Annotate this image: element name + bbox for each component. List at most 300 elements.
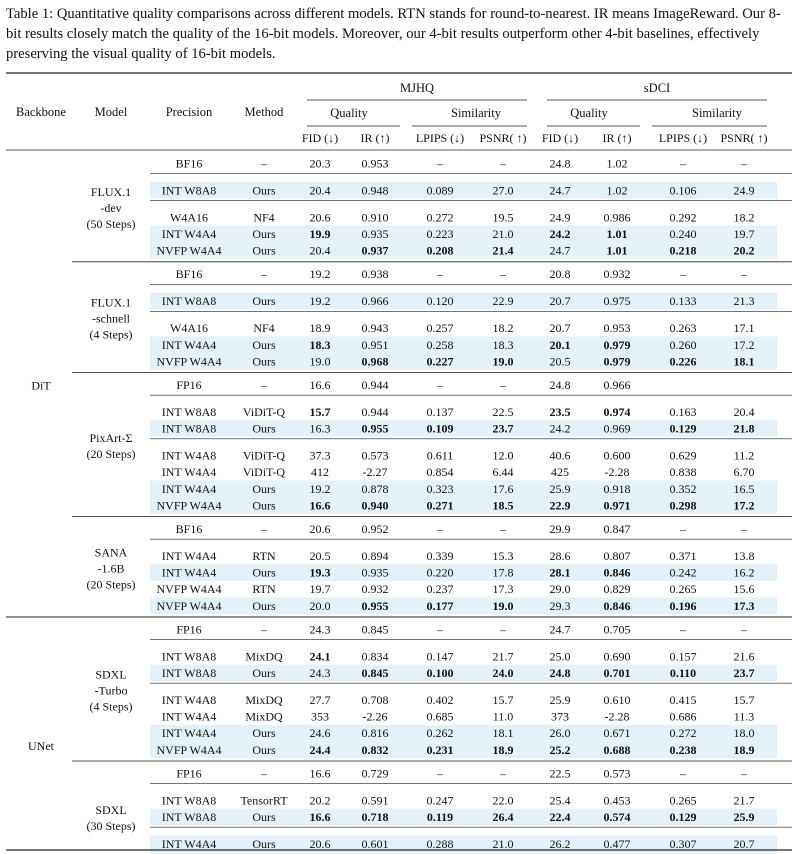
metric-cell: – — [680, 267, 686, 282]
precision-cell: NVFP W4A4 — [156, 354, 222, 369]
metric-cell: 0.477 — [603, 837, 631, 851]
metric-cell: 20.4 — [309, 243, 331, 258]
metric-cell: 0.298 — [669, 498, 697, 513]
precision-cell: NVFP W4A4 — [156, 598, 222, 613]
metric-cell: 0.940 — [361, 498, 389, 513]
metric-cell: 21.4 — [492, 243, 514, 258]
model-name: FLUX.1 — [90, 184, 132, 199]
metric-cell: 19.2 — [309, 267, 331, 282]
metric-cell: 6.70 — [733, 465, 755, 480]
metric-cell: – — [741, 267, 747, 282]
metric-cell: 0.629 — [669, 448, 697, 463]
metric-cell: 0.969 — [603, 421, 631, 436]
metric-cell: 18.3 — [309, 337, 331, 352]
method-cell: – — [261, 378, 267, 392]
metric-cell: – — [741, 766, 747, 781]
precision-cell: NVFP W4A4 — [156, 742, 222, 757]
metric-cell: 25.9 — [549, 693, 571, 707]
method-cell: MixDQ — [245, 709, 283, 724]
metric-cell: 1.01 — [606, 227, 628, 241]
metric-cell: 19.0 — [492, 598, 514, 613]
method-cell: RTN — [252, 582, 276, 597]
metric-cell: 24.8 — [549, 378, 571, 392]
metric-cell: 19.9 — [309, 227, 331, 241]
model-name: -1.6B — [97, 561, 125, 576]
metric-cell: 24.3 — [309, 622, 331, 637]
metric-cell: 15.6 — [733, 582, 755, 597]
model-name: (50 Steps) — [86, 216, 136, 231]
metric-cell: 0.265 — [669, 582, 697, 597]
metric-cell: 19.7 — [733, 227, 755, 241]
method-cell: Ours — [252, 481, 276, 496]
metric-cell: 0.137 — [426, 405, 454, 419]
method-cell: Ours — [252, 227, 276, 241]
model-name: (4 Steps) — [89, 699, 133, 714]
metric-cell: 21.7 — [733, 793, 755, 808]
metric-cell: 0.240 — [669, 227, 697, 241]
metric-cell: 24.7 — [549, 622, 571, 637]
metric-cell: 0.952 — [361, 522, 389, 536]
precision-cell: INT W8A8 — [161, 810, 217, 824]
metric-cell: 16.3 — [309, 421, 331, 436]
precision-cell: INT W4A4 — [161, 337, 217, 352]
precision-cell: INT W4A4 — [161, 565, 217, 580]
metric-cell: 16.6 — [309, 378, 331, 392]
metric-cell: 40.6 — [549, 448, 571, 463]
metric-cell: 0.177 — [426, 598, 454, 613]
precision-cell: W4A16 — [170, 210, 208, 225]
method-cell: – — [261, 522, 267, 536]
method-cell: MixDQ — [245, 649, 283, 664]
metric-cell: 0.147 — [426, 649, 454, 664]
precision-cell: INT W8A8 — [161, 405, 217, 419]
method-cell: Ours — [252, 294, 276, 309]
metric-cell: 0.292 — [669, 210, 697, 225]
precision-cell: BF16 — [175, 522, 203, 536]
metric-cell: 15.7 — [733, 693, 755, 707]
precision-cell: BF16 — [175, 156, 203, 171]
metric-cell: 24.4 — [309, 742, 331, 757]
metric-cell: 353 — [311, 709, 329, 724]
metric-cell: 0.838 — [669, 465, 697, 480]
metric-cell: 0.968 — [361, 354, 389, 369]
metric-cell: 0.690 — [603, 649, 631, 664]
metric-cell: – — [437, 378, 443, 392]
metric-cell: -2.26 — [362, 709, 388, 724]
metric-cell: 24.0 — [492, 666, 514, 680]
model-name: SDXL — [95, 802, 127, 817]
metric-cell: – — [741, 622, 747, 637]
metric-cell: 17.2 — [733, 337, 755, 352]
precision-cell: FP16 — [176, 766, 202, 781]
metric-cell: 0.339 — [426, 549, 454, 563]
metric-cell: – — [741, 522, 747, 536]
metric-cell: 0.100 — [426, 666, 454, 680]
metric-cell: 20.6 — [309, 837, 331, 851]
method-cell: Ours — [252, 183, 276, 198]
metric-cell: 0.846 — [603, 598, 631, 613]
model-name: (4 Steps) — [89, 327, 133, 342]
metric-cell: 18.3 — [492, 337, 514, 352]
metric-cell: 20.8 — [549, 267, 571, 282]
metric-cell: -2.27 — [362, 465, 388, 480]
metric-cell: 0.220 — [426, 565, 454, 580]
header-metric-0: FID (↓) — [301, 131, 339, 145]
metric-cell: 0.878 — [361, 481, 389, 496]
metric-cell: 18.2 — [733, 210, 755, 225]
metric-cell: 425 — [551, 465, 569, 480]
metric-cell: 0.807 — [603, 549, 631, 563]
metric-cell: 0.601 — [361, 837, 389, 851]
metric-cell: 25.4 — [549, 793, 571, 808]
method-cell: – — [261, 622, 267, 637]
metric-cell: 18.0 — [733, 726, 755, 741]
metric-cell: 0.258 — [426, 337, 454, 352]
metric-cell: 0.610 — [603, 693, 631, 707]
method-cell: Ours — [252, 243, 276, 258]
metric-cell: 0.453 — [603, 793, 631, 808]
metric-cell: – — [680, 622, 686, 637]
caption-label: Table 1: — [6, 6, 54, 22]
metric-cell: 20.4 — [733, 405, 755, 419]
method-cell: Ours — [252, 598, 276, 613]
header-dataset-sdci: sDCI — [643, 81, 671, 95]
metric-cell: 1.02 — [606, 156, 628, 171]
model-name: -dev — [100, 200, 122, 215]
model-name: -Turbo — [94, 683, 128, 698]
metric-cell: 0.089 — [426, 183, 454, 198]
metric-cell: 29.9 — [549, 522, 571, 536]
header-mjhq-similarity: Similarity — [451, 106, 501, 120]
metric-cell: 20.6 — [309, 522, 331, 536]
metric-cell: 0.272 — [426, 210, 454, 225]
precision-cell: FP16 — [176, 622, 202, 637]
metric-cell: 0.708 — [361, 693, 389, 707]
metric-cell: 0.272 — [669, 726, 697, 741]
metric-cell: 0.260 — [669, 337, 697, 352]
metric-cell: 27.7 — [309, 693, 331, 707]
metric-cell: – — [500, 522, 506, 536]
metric-cell: 21.8 — [733, 421, 755, 436]
metric-cell: – — [437, 766, 443, 781]
metric-cell: 0.834 — [361, 649, 389, 664]
metric-cell: 20.7 — [549, 294, 571, 309]
metric-cell: 0.242 — [669, 565, 697, 580]
metric-cell: 13.8 — [733, 549, 755, 563]
metric-cell: 11.3 — [733, 709, 755, 724]
metric-cell: 21.3 — [733, 294, 755, 309]
metric-cell: 18.9 — [733, 742, 755, 757]
metric-cell: 0.986 — [603, 210, 631, 225]
header-metric-7: PSNR( ↑) — [720, 131, 768, 145]
metric-cell: 20.7 — [733, 837, 755, 851]
method-cell: MixDQ — [245, 693, 283, 707]
metric-cell: – — [680, 156, 686, 171]
metric-cell: 24.2 — [549, 421, 571, 436]
metric-cell: 18.1 — [733, 354, 755, 369]
metric-cell: 25.0 — [549, 649, 571, 664]
metric-cell: 25.9 — [733, 810, 755, 824]
metric-cell: 22.9 — [492, 294, 514, 309]
metric-cell: 0.110 — [669, 666, 697, 680]
metric-cell: 22.9 — [549, 498, 571, 513]
metric-cell: 0.157 — [669, 649, 697, 664]
metric-cell: 20.5 — [309, 549, 331, 563]
metric-cell: 0.218 — [669, 243, 697, 258]
metric-cell: 0.974 — [603, 405, 631, 419]
metric-cell: 0.729 — [361, 766, 389, 781]
method-cell: – — [261, 156, 267, 171]
metric-cell: 17.3 — [492, 582, 514, 597]
metric-cell: 16.6 — [309, 766, 331, 781]
method-cell: Ours — [252, 726, 276, 741]
metric-cell: 20.7 — [549, 321, 571, 336]
metric-cell: 17.8 — [492, 565, 514, 580]
method-cell: ViDiT-Q — [242, 465, 286, 480]
metric-cell: 18.1 — [492, 726, 514, 741]
metric-cell: 26.2 — [549, 837, 571, 851]
metric-cell: 0.263 — [669, 321, 697, 336]
method-cell: Ours — [252, 666, 276, 680]
header-metric-4: FID (↓) — [541, 131, 579, 145]
method-cell: – — [261, 766, 267, 781]
metric-cell: 0.932 — [361, 582, 389, 597]
metric-cell: -2.28 — [604, 465, 630, 480]
precision-cell: INT W4A4 — [161, 709, 217, 724]
precision-cell: INT W4A4 — [161, 726, 217, 741]
metric-cell: 22.5 — [549, 766, 571, 781]
metric-cell: 15.7 — [309, 405, 331, 419]
metric-cell: 0.845 — [361, 666, 389, 680]
metric-cell: 0.163 — [669, 405, 697, 419]
metric-cell: 26.0 — [549, 726, 571, 741]
metric-cell: 18.2 — [492, 321, 514, 336]
metric-cell: 21.0 — [492, 227, 514, 241]
metric-cell: 20.4 — [309, 183, 331, 198]
metric-cell: 0.705 — [603, 622, 631, 637]
metric-cell: 0.223 — [426, 227, 454, 241]
header-backbone: Backbone — [16, 105, 66, 119]
metric-cell: 17.3 — [733, 598, 755, 613]
method-cell: RTN — [252, 549, 276, 563]
metric-cell: 0.307 — [669, 837, 697, 851]
metric-cell: 0.226 — [669, 354, 697, 369]
backbone-name: UNet — [28, 738, 54, 753]
precision-cell: INT W4A4 — [161, 549, 217, 563]
metric-cell: 0.685 — [426, 709, 454, 724]
precision-cell: INT W8A8 — [161, 793, 217, 808]
metric-cell: 0.106 — [669, 183, 697, 198]
metric-cell: 17.2 — [733, 498, 755, 513]
metric-cell: 21.0 — [492, 837, 514, 851]
header-metric-3: PSNR( ↑) — [479, 131, 527, 145]
metric-cell: 12.0 — [492, 448, 514, 463]
header-metric-2: LPIPS (↓) — [415, 131, 465, 145]
metric-cell: 19.2 — [309, 294, 331, 309]
metric-cell: 23.7 — [492, 421, 514, 436]
metric-cell: – — [500, 156, 506, 171]
metric-cell: 24.2 — [549, 227, 571, 241]
metric-cell: 6.44 — [492, 465, 514, 480]
metric-cell: 0.935 — [361, 565, 389, 580]
metric-cell: 0.846 — [603, 565, 631, 580]
header-metric-5: IR (↑) — [602, 131, 632, 145]
metric-cell: 24.1 — [309, 649, 331, 664]
metric-cell: 24.6 — [309, 726, 331, 741]
metric-cell: 0.979 — [603, 337, 631, 352]
metric-cell: 0.948 — [361, 183, 389, 198]
metric-cell: 0.832 — [361, 742, 389, 757]
metric-cell: 20.1 — [549, 337, 571, 352]
metric-cell: – — [437, 622, 443, 637]
metric-cell: 21.6 — [733, 649, 755, 664]
method-cell: Ours — [252, 337, 276, 352]
metric-cell: 0.854 — [426, 465, 454, 480]
model-name: (30 Steps) — [86, 818, 136, 833]
metric-cell: 26.4 — [492, 810, 514, 824]
header-metric-1: IR (↑) — [360, 131, 390, 145]
header-sdci-quality: Quality — [570, 106, 608, 120]
metric-cell: 17.6 — [492, 481, 514, 496]
metric-cell: 0.591 — [361, 793, 389, 808]
metric-cell: 0.845 — [361, 622, 389, 637]
metric-cell: 0.847 — [603, 522, 631, 536]
metric-cell: 28.1 — [549, 565, 571, 580]
metric-cell: 0.894 — [361, 549, 389, 563]
metric-cell: 0.133 — [669, 294, 697, 309]
metric-cell: 20.0 — [309, 598, 331, 613]
metric-cell: 0.953 — [361, 156, 389, 171]
metric-cell: 18.9 — [309, 321, 331, 336]
header-metric-6: LPIPS (↓) — [658, 131, 708, 145]
metric-cell: 0.938 — [361, 267, 389, 282]
precision-cell: BF16 — [175, 267, 203, 282]
metric-cell: 0.944 — [361, 405, 389, 419]
metric-cell: 0.402 — [426, 693, 454, 707]
method-cell: TensorRT — [240, 793, 288, 808]
metric-cell: 0.937 — [361, 243, 389, 258]
metric-cell: 0.975 — [603, 294, 631, 309]
metric-cell: 22.4 — [549, 810, 571, 824]
method-cell: Ours — [252, 354, 276, 369]
model-name: PixArt-Σ — [89, 431, 133, 446]
metric-cell: 0.932 — [603, 267, 631, 282]
model-name: (20 Steps) — [86, 447, 136, 462]
metric-cell: 20.3 — [309, 156, 331, 171]
metric-cell: 0.611 — [426, 448, 454, 463]
metric-cell: 0.701 — [603, 666, 631, 680]
precision-cell: INT W8A8 — [161, 421, 217, 436]
metric-cell: – — [680, 522, 686, 536]
metric-cell: -2.28 — [604, 709, 630, 724]
metric-cell: 17.1 — [733, 321, 755, 336]
precision-cell: NVFP W4A4 — [156, 582, 222, 597]
metric-cell: 0.257 — [426, 321, 454, 336]
header-model: Model — [94, 105, 128, 119]
metric-cell: 0.265 — [669, 793, 697, 808]
metric-cell: 0.971 — [603, 498, 631, 513]
metric-cell: 0.979 — [603, 354, 631, 369]
metric-cell: 1.01 — [606, 243, 628, 258]
metric-cell: 0.352 — [669, 481, 697, 496]
method-cell: NF4 — [253, 321, 275, 336]
metric-cell: – — [500, 766, 506, 781]
metric-cell: 0.600 — [603, 448, 631, 463]
metric-cell: 19.2 — [309, 481, 331, 496]
metric-cell: 0.816 — [361, 726, 389, 741]
metric-cell: 24.3 — [309, 666, 331, 680]
metric-cell: 0.910 — [361, 210, 389, 225]
metric-cell: 15.7 — [492, 693, 514, 707]
metric-cell: 11.0 — [492, 709, 514, 724]
metric-cell: – — [741, 156, 747, 171]
precision-cell: INT W4A4 — [161, 465, 217, 480]
metric-cell: 0.129 — [669, 810, 697, 824]
metric-cell: 0.671 — [603, 726, 631, 741]
metric-cell: 0.966 — [361, 294, 389, 309]
metric-cell: – — [680, 766, 686, 781]
metric-cell: 29.3 — [549, 598, 571, 613]
model-name: SANA — [94, 545, 128, 560]
header-method: Method — [244, 105, 284, 119]
metric-cell: 0.231 — [426, 742, 454, 757]
metric-cell: 24.8 — [549, 156, 571, 171]
metric-cell: 0.238 — [669, 742, 697, 757]
metric-cell: 16.6 — [309, 810, 331, 824]
metric-cell: 25.2 — [549, 742, 571, 757]
metric-cell: 27.0 — [492, 183, 514, 198]
metric-cell: 0.944 — [361, 378, 389, 392]
precision-cell: INT W4A8 — [161, 693, 217, 707]
metric-cell: 28.6 — [549, 549, 571, 563]
method-cell: ViDiT-Q — [242, 448, 286, 463]
method-cell: Ours — [252, 837, 276, 851]
metric-cell: 0.120 — [426, 294, 454, 309]
caption-text: Quantitative quality comparisons across different models. RTN stands for round-to-nearest. IR means ImageReward. Our 8-bit results closely match the quality of the 16-bit models. Moreover, our 4-bit results outperform other 4-bit baselines, effectively preserving the visual quality of 16-bit models. — [6, 6, 781, 62]
metric-cell: 16.2 — [733, 565, 755, 580]
method-cell: ViDiT-Q — [242, 405, 286, 419]
metric-cell: 19.0 — [492, 354, 514, 369]
method-cell: Ours — [252, 565, 276, 580]
model-name: FLUX.1 — [90, 295, 132, 310]
metric-cell: – — [437, 522, 443, 536]
metric-cell: 24.9 — [549, 210, 571, 225]
model-name: (20 Steps) — [86, 577, 136, 592]
method-cell: Ours — [252, 810, 276, 824]
precision-cell: INT W4A4 — [161, 837, 217, 851]
metric-cell: 24.7 — [549, 243, 571, 258]
metric-cell: 0.288 — [426, 837, 454, 851]
metric-cell: 0.829 — [603, 582, 631, 597]
precision-cell: INT W4A4 — [161, 481, 217, 496]
metric-cell: 25.9 — [549, 481, 571, 496]
metric-cell: – — [500, 622, 506, 637]
metric-cell: 0.371 — [669, 549, 697, 563]
method-cell: Ours — [252, 742, 276, 757]
precision-cell: W4A16 — [170, 321, 208, 336]
metric-cell: 11.2 — [733, 448, 755, 463]
method-cell: Ours — [252, 421, 276, 436]
metric-cell: 0.955 — [361, 598, 389, 613]
precision-cell: INT W8A8 — [161, 649, 217, 664]
metric-cell: 37.3 — [309, 448, 331, 463]
precision-cell: FP16 — [176, 378, 202, 392]
precision-cell: INT W8A8 — [161, 294, 217, 309]
metric-cell: 0.237 — [426, 582, 454, 597]
metric-cell: 373 — [551, 709, 569, 724]
header-mjhq-quality: Quality — [330, 106, 368, 120]
metric-cell: 21.7 — [492, 649, 514, 664]
